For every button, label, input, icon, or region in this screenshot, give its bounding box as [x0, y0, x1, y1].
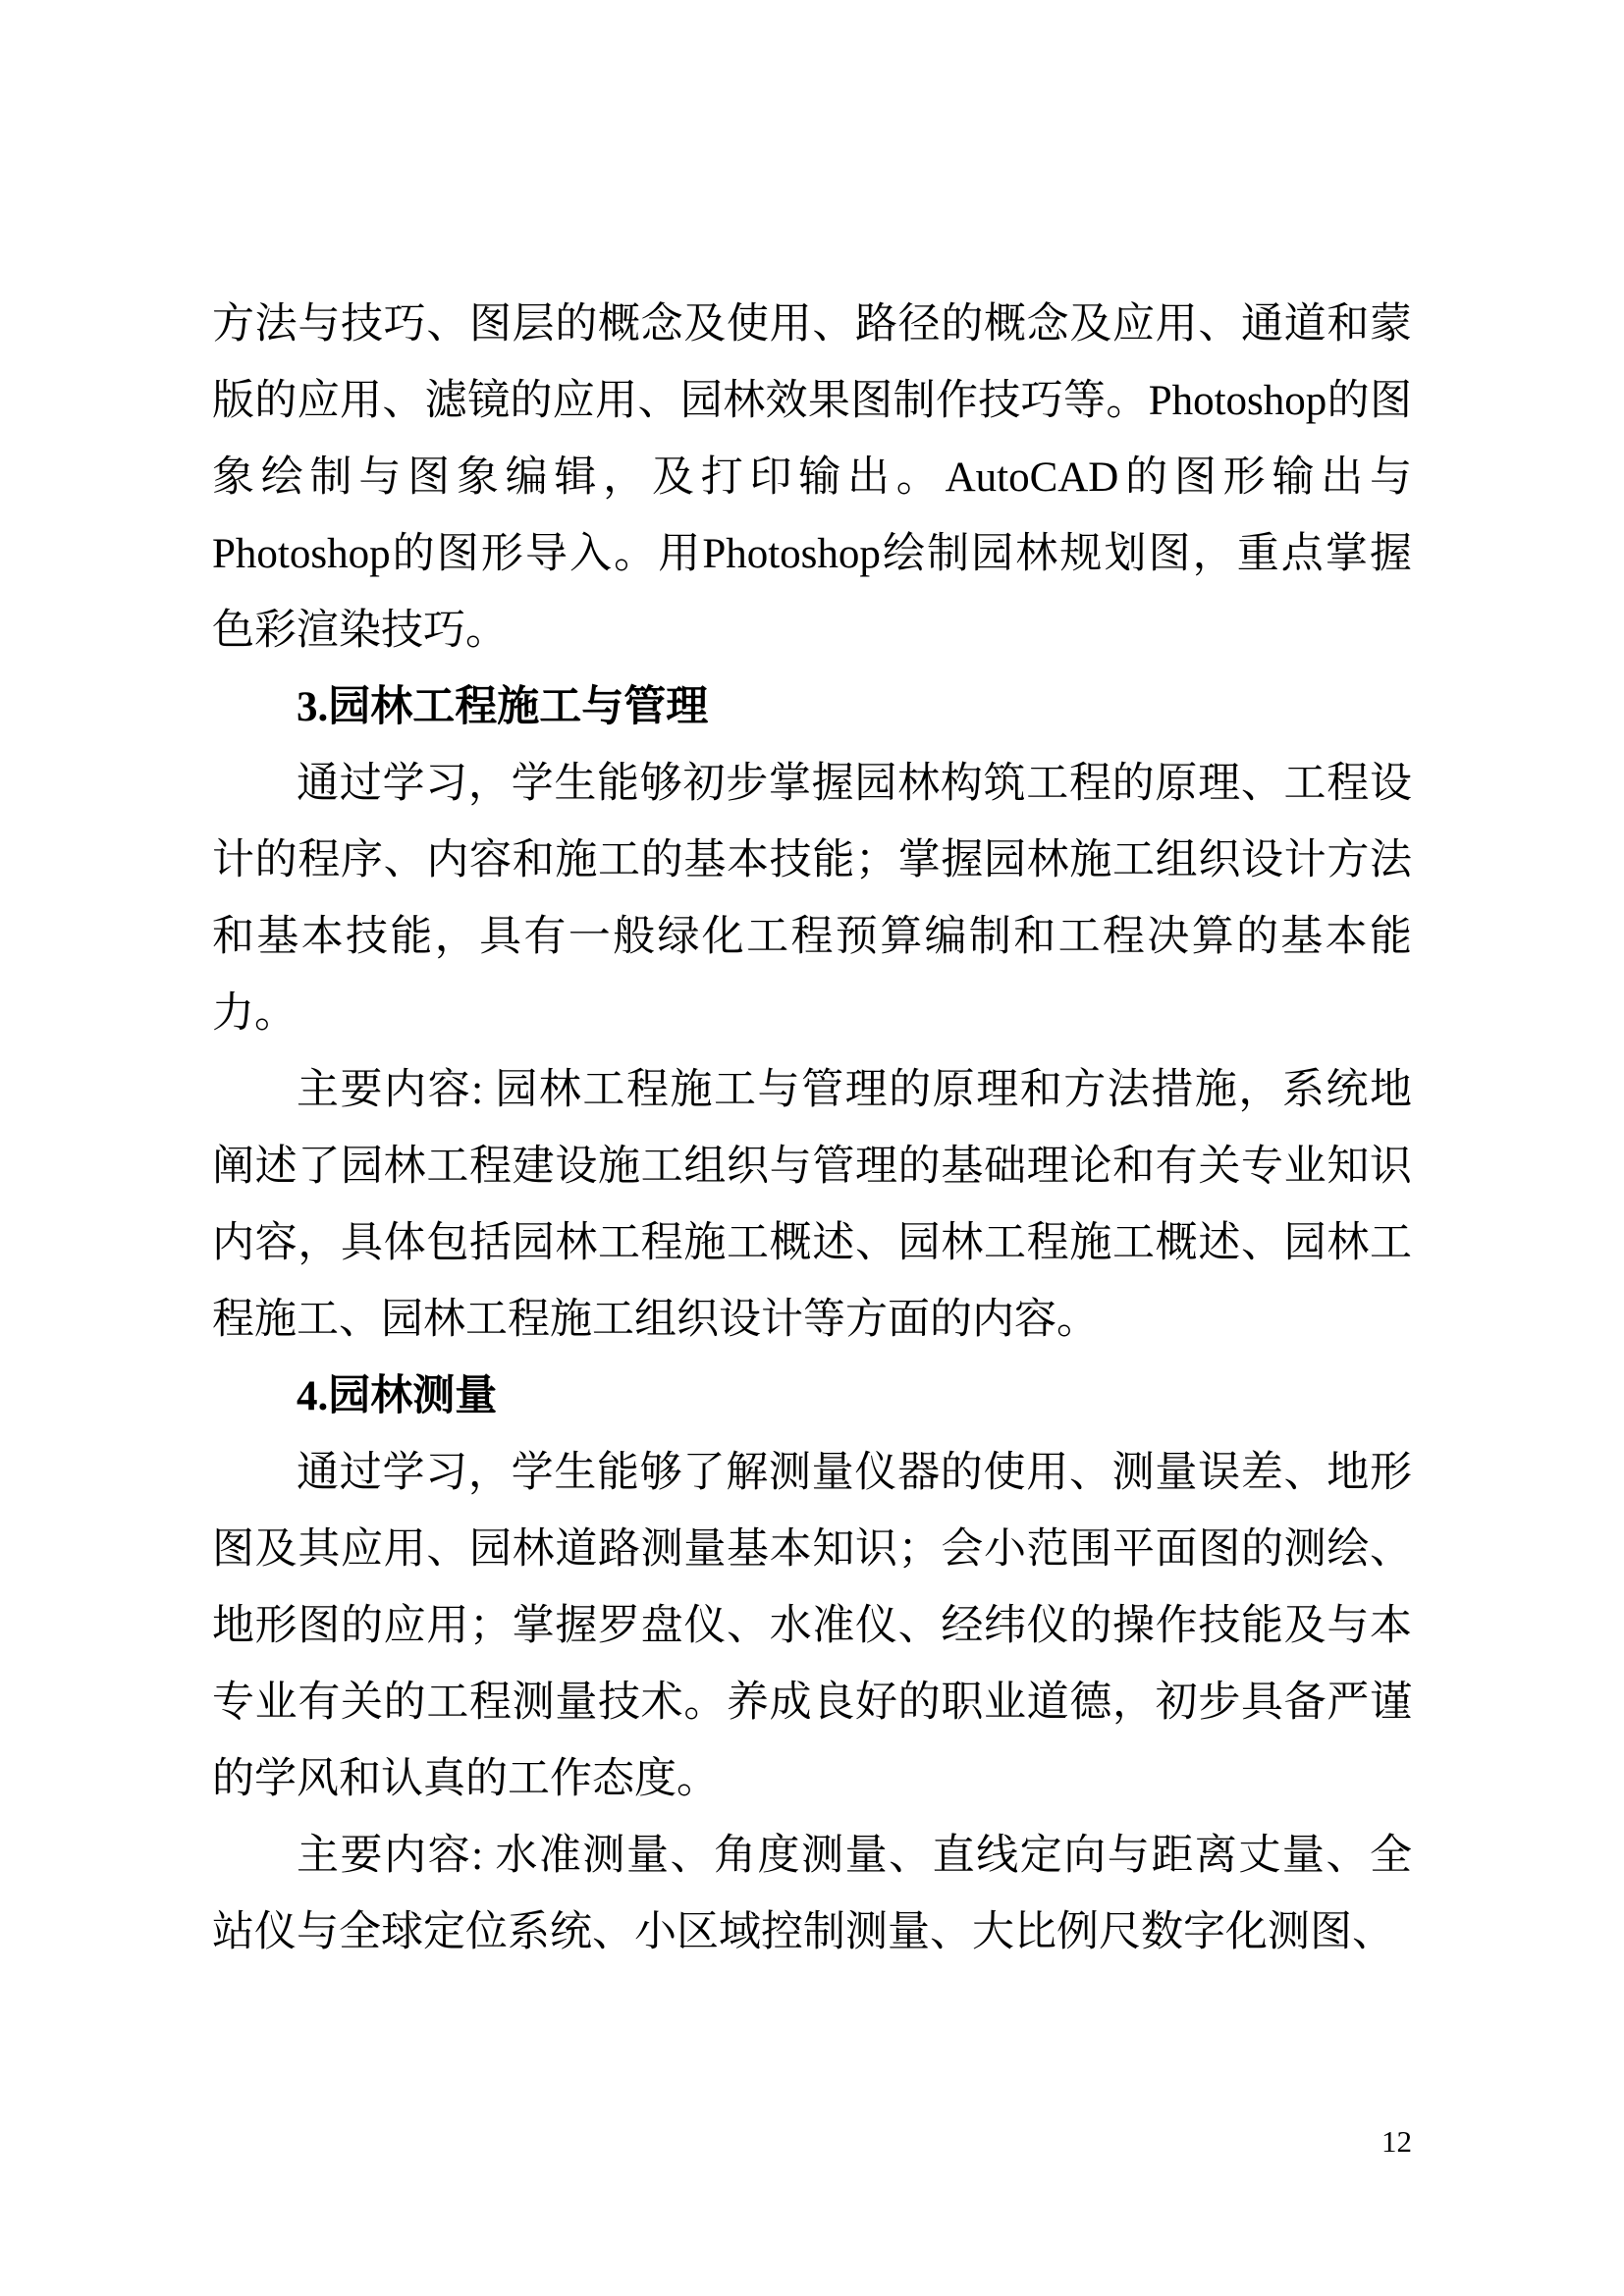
- paragraph-engineering-content: 主要内容: 园林工程施工与管理的原理和方法措施，系统地阐述了园林工程建设施工组织与管理的基础理论和有关专业知识内容，具体包括园林工程施工概述、园林工程施工概述、园林工程施工、园林工程施工组织设计等方面的内容。: [212, 1067, 1412, 1343]
- document-body: [212, 287, 1412, 1971]
- paragraph-surveying-goals: 通过学习，学生能够了解测量仪器的使用、测量误差、地形图及其应用、园林道路测量基本知识；会小范围平面图的测绘、地形图的应用；掌握罗盘仪、水准仪、经纬仪的操作技能及与本专业有关的工程测量技术。养成良好的职业道德，初步具备严谨的学风和认真的工作态度。: [212, 1450, 1412, 1802]
- paragraph-surveying-content: 主要内容: 水准测量、角度测量、直线定向与距离丈量、全站仪与全球定位系统、小区域控制测量、大比例尺数字化测图、: [212, 1833, 1412, 1955]
- section-heading-3-garden-engineering: 3.园林工程施工与管理: [297, 684, 709, 730]
- section-heading-4-garden-surveying: 4.园林测量: [297, 1373, 498, 1419]
- page-number: 12: [1381, 2124, 1412, 2159]
- paragraph-engineering-goals: 通过学习，学生能够初步掌握园林构筑工程的原理、工程设计的程序、内容和施工的基本技能；掌握园林施工组织设计方法和基本技能，具有一般绿化工程预算编制和工程决算的基本能力。: [212, 761, 1412, 1037]
- paragraph-photoshop-autocad: 方法与技巧、图层的概念及使用、路径的概念及应用、通道和蒙版的应用、滤镜的应用、园林效果图制作技巧等。Photoshop的图象绘制与图象编辑，及打印输出。AutoCAD的图形输出与Photoshop的图形导入。用Photoshop绘制园林规划图，重点掌握色彩渲染技巧。: [212, 301, 1412, 654]
